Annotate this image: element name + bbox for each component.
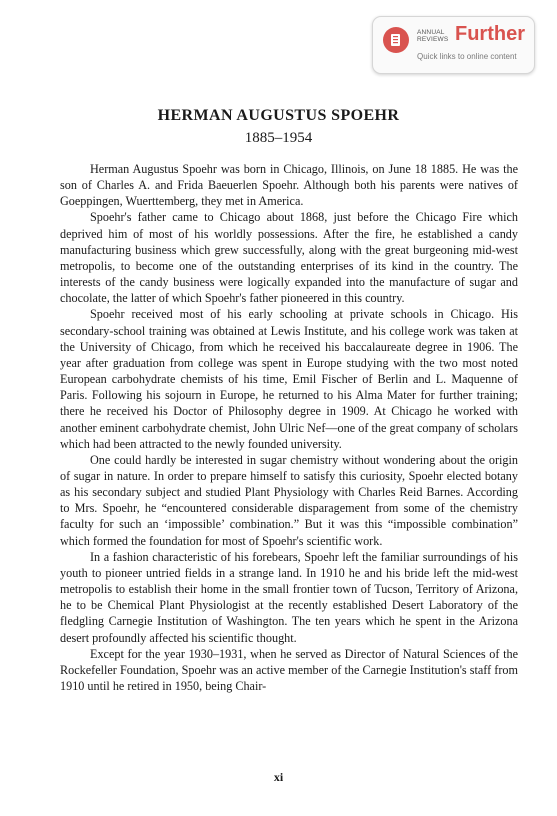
paragraph: Spoehr received most of his early schooling at private schools in Chicago. His secondary-school training was obtained at Lewis Institute, and his college work was taken at the University of Chicago, from which he received his baccalaureate degree in 1906. The year after graduation from college was spent in Europe studying with the two most noted European carbohydrate chemists of his time, Emil Fischer of Berlin and L. Maquenne of Paris. Following his sojourn in Europe, he returned to his Alma Mater for further training; there he received his Doctor of Philosophy degree in 1909. At Chicago he worked with another eminent carbohydrate chemist, John Ulric Nef—one of the great company of scholars which had been attracted to the newly founded university. xyxy=(60,307,518,451)
article-title: HERMAN AUGUSTUS SPOEHR xyxy=(157,107,400,124)
badge-subtitle: Quick links to online content xyxy=(417,52,517,61)
paragraph: Except for the year 1930–1931, when he served as Director of Natural Sciences of the Rockefeller Foundation, Spoehr was an active member of the Carnegie Institution's staff from 1910 until he retired in 1950, being Chair- xyxy=(60,646,518,693)
paragraph: One could hardly be interested in sugar chemistry without wondering about the origin of sugar in nature. In order to prepare himself to satisfy this curiosity, Spoehr elected botany as his secondary subject and studied Plant Physiology with Charles Reid Barnes. According to Mrs. Spoehr, he “encountered considerable disparagement from some of the chemistry faculty for such an ‘impossible’ combination.” But it was this “impossible combination” which formed the foundation for most of Spoehr's scientific work. xyxy=(60,452,518,548)
badge-further-text: Further xyxy=(455,23,525,45)
paragraph: Herman Augustus Spoehr was born in Chicago, Illinois, on June 18 1885. He was the son of Charles A. and Frida Baeuerlen Spoehr. Although both his parents were natives of Goeppingen, Wuerttemberg, they met in America. xyxy=(60,162,518,209)
further-badge[interactable] xyxy=(372,16,535,74)
paragraph: In a fashion characteristic of his forebears, Spoehr left the familiar surroundings of his youth to pioneer untried fields in a strange land. In 1910 he and his bride left the mid-west metropolis to establish their home in the small frontier town of Tucson, Territory of Arizona, he to be Chemical Plant Physiologist at the recently established Desert Laboratory of the fledgling Carnegie Institution of Washington. The ten years which he spent in the Arizona desert profoundly affected his scientific thought. xyxy=(60,549,518,645)
page-number: xi xyxy=(273,770,284,784)
badge-annual-reviews-text: ANNUAL REVIEWS xyxy=(417,29,449,43)
life-dates: 1885–1954 xyxy=(244,130,313,146)
annual-reviews-logo-icon xyxy=(383,27,409,53)
paragraph: Spoehr's father came to Chicago about 1868, just before the Chicago Fire which deprived him of most of his worldly possessions. After the fire, he established a candy manufacturing business which grew successfully, along with the great burgeoning mid-west metropolis, to become one of the outstanding enterprises of its kind in the country. The interests of the candy business were logically expanded into the manufacture of sugar and chocolate, the latter of which Spoehr's father pioneered in this country. xyxy=(60,210,518,306)
article-body xyxy=(60,161,518,694)
